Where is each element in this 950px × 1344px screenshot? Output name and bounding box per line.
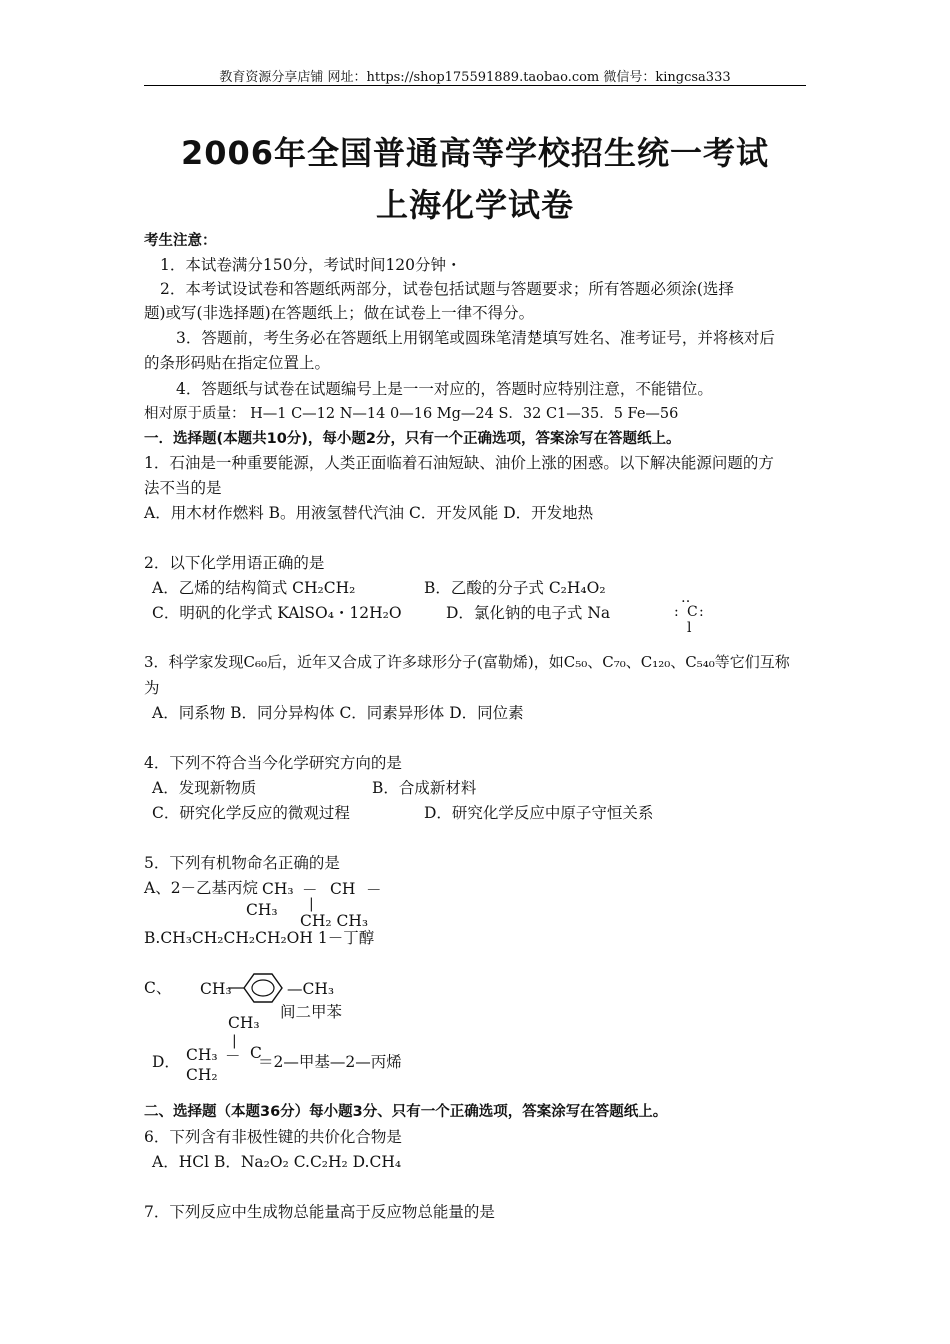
notice-item-4: 4．答题纸与试卷在试题编号上是一一对应的，答题时应特别注意，不能错位。 [176, 380, 713, 398]
q5-d-ch2: CH₂ [186, 1066, 218, 1084]
page-header: 教育资源分享店铺 网址：https://shop175591889.taobao.com 微信号：kingcsa333 [219, 70, 731, 85]
q4-option-b: B．合成新材料 [372, 779, 477, 797]
q5-a-ch3-left: CH₃ [246, 901, 278, 919]
q5-a-bond-1: － [302, 881, 318, 899]
notice-item-2b: 题)或写(非选择题)在答题纸上；做在试卷上一律不得分。 [144, 304, 535, 322]
q5-d-name: ＝2—甲基—2—丙烯 [258, 1053, 402, 1071]
q5-d-carbon: C [250, 1044, 262, 1062]
q5-option-b: B.CH₃CH₂CH₂CH₂OH 1－丁醇 [144, 929, 375, 947]
q5-d-vertical-bond: | [232, 1033, 237, 1049]
q6-stem: 6．下列含有非极性键的共价化合物是 [144, 1128, 402, 1146]
q5-stem: 5．下列有机物命名正确的是 [144, 854, 340, 872]
q3-options: A．同系物 B．同分异构体 C．同素异形体 D．同位素 [152, 704, 524, 722]
q5-c-ch3-right: —CH₃ [287, 980, 335, 998]
q5-d-bond: － [225, 1047, 241, 1065]
q5-a-vertical-bond: | [309, 896, 314, 912]
q5-option-c-label: C、 [144, 979, 172, 997]
notice-item-3a: 3．答题前，考生务必在答题纸上用钢笔或圆珠笔清楚填写姓名、准考证号，并将核对后 [176, 329, 775, 347]
q2-option-c: C．明矾的化学式 KAlSO₄・12H₂O [152, 604, 402, 622]
notice-heading: 考生注意： [144, 233, 217, 249]
q3-stem-a: 3．科学家发现C₆₀后，近年又合成了许多球形分子(富勒烯)，如C₅₀、C₇₀、C₁₂₀、C₅₄₀等它们互称 [144, 653, 790, 671]
q6-options: A．HCl B．Na₂O₂ C.C₂H₂ D.CH₄ [152, 1153, 402, 1171]
q5-option-d-label: D． [152, 1053, 180, 1071]
q1-options: A．用木材作燃料 B。用液氢替代汽油 C．开发风能 D．开发地热 [144, 504, 594, 522]
q4-option-d: D．研究化学反应中原子守恒关系 [424, 804, 654, 822]
section2-heading: 二、选择题（本题36分）每小题3分、只有一个正确选项，答案涂写在答题纸上。 [144, 1104, 668, 1120]
q5-a-ch2ch3: CH₂ CH₃ [300, 912, 369, 930]
q5-d-ch3-top: CH₃ [228, 1014, 260, 1032]
section1-heading: 一．选择题(本题共10分)，每小题2分，只有一个正确选项，答案涂写在答题纸上。 [144, 431, 681, 447]
q2-chlorine-subscript: l [687, 620, 692, 636]
q2-option-d: D．氯化钠的电子式 Na [446, 604, 611, 622]
q5-a-bond-2: － [366, 881, 382, 899]
q5-a-ch: CH [330, 880, 356, 898]
notice-item-1: 1．本试卷满分150分，考试时间120分钟・ [160, 256, 462, 274]
header-rule [144, 85, 806, 86]
notice-item-2a: 2．本考试设试卷和答题纸两部分，试卷包括试题与答题要求；所有答题必须涂(选择 [160, 280, 734, 298]
q7-stem: 7．下列反应中生成物总能量高于反应物总能量的是 [144, 1203, 495, 1221]
q1-stem-b: 法不当的是 [144, 479, 222, 497]
q4-option-c: C．研究化学反应的微观过程 [152, 804, 350, 822]
q5-c-ch3-left: CH₃ [200, 980, 232, 998]
q2-electron-dots-right: : [699, 604, 704, 620]
q2-stem: 2．以下化学用语正确的是 [144, 554, 325, 572]
q3-stem-b: 为 [144, 679, 160, 697]
q2-option-a: A．乙烯的结构简式 CH₂CH₂ [152, 579, 356, 597]
q5-c-name: 间二甲苯 [280, 1003, 343, 1021]
q2-electron-dots-left: : [674, 604, 679, 620]
q5-d-ch3: CH₃ [186, 1046, 218, 1064]
q2-chlorine-symbol: C [687, 604, 698, 620]
q5-a-ch3-top: CH₃ [262, 880, 294, 898]
q1-stem-a: 1．石油是一种重要能源，人类正面临着石油短缺、油价上涨的困惑。以下解决能源问题的方 [144, 454, 774, 472]
q2-electron-dots-top: ‥ [681, 590, 691, 606]
q4-option-a: A．发现新物质 [152, 779, 257, 797]
q4-stem: 4．下列不符合当今化学研究方向的是 [144, 754, 402, 772]
atomic-mass-line: 相对原于质量： H—1 C—12 N—14 0—16 Mg—24 S．32 C1—35．5 Fe—56 [144, 406, 679, 422]
exam-subtitle: 上海化学试卷 [375, 186, 574, 224]
q2-option-b: B．乙酸的分子式 C₂H₄O₂ [424, 579, 606, 597]
q5-option-a-label: A、2－乙基丙烷 [144, 879, 259, 897]
notice-item-3b: 的条形码贴在指定位置上。 [144, 354, 331, 372]
exam-title: 2006年全国普通高等学校招生统一考试 [180, 134, 770, 172]
